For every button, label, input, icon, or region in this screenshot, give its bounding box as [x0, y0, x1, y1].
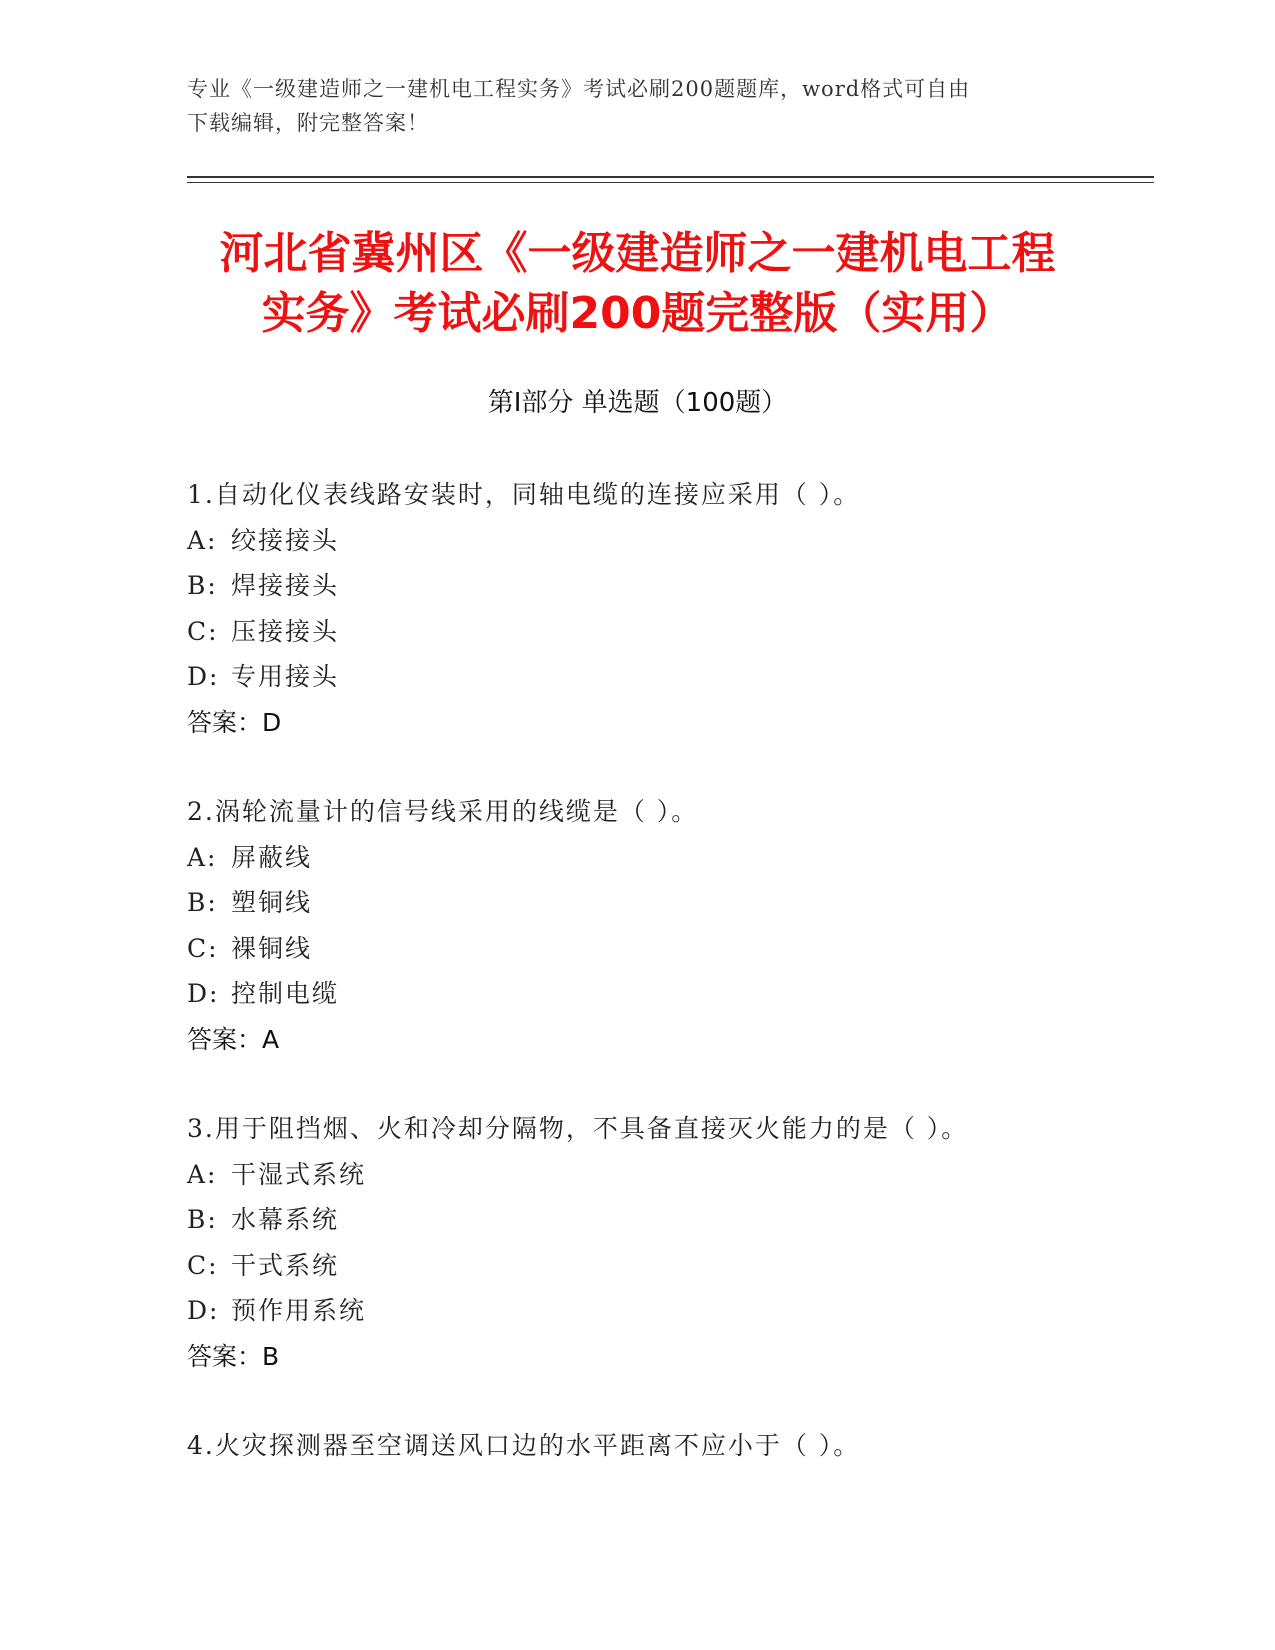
header-divider-thick	[187, 176, 1154, 178]
option-text: 干湿式系统	[231, 1159, 367, 1189]
option-d	[187, 654, 1147, 700]
option-c	[187, 609, 1147, 655]
option-text: 专用接头	[231, 662, 340, 691]
answer-line: 答案：A	[187, 1024, 280, 1054]
question-list	[187, 472, 1147, 1513]
question-3	[187, 1106, 1147, 1379]
option-text: 压接接头	[231, 616, 340, 646]
section-title: 第Ⅰ部分 单选题（100题）	[487, 388, 788, 418]
option-letter: D:	[187, 1296, 220, 1325]
question-4	[187, 1423, 1147, 1469]
option-text: 预作用系统	[231, 1296, 367, 1325]
document-title-line-1: 河北省冀州区《一级建造师之一建机电工程	[219, 228, 1056, 279]
option-c	[187, 926, 1147, 972]
question-1	[187, 472, 1147, 745]
option-text: 干式系统	[231, 1250, 340, 1280]
option-letter: A:	[187, 842, 218, 872]
header-divider-thin	[187, 182, 1154, 183]
option-letter: D:	[187, 979, 220, 1008]
option-a	[187, 518, 1147, 564]
option-letter: B:	[187, 1205, 218, 1234]
question-text: 3.用于阻挡烟、火和冷却分隔物，不具备直接灭火能力的是（ ）。	[187, 1114, 969, 1143]
header-note	[187, 72, 1067, 140]
option-letter: A:	[187, 1159, 218, 1189]
option-text: 裸铜线	[231, 933, 313, 963]
header-note-line-2: 下载编辑，附完整答案！	[187, 111, 429, 135]
option-letter: D:	[187, 662, 220, 691]
option-text: 塑铜线	[231, 888, 313, 917]
document-title	[150, 224, 1125, 344]
option-text: 水幕系统	[231, 1205, 340, 1234]
option-d	[187, 971, 1147, 1017]
option-b	[187, 1197, 1147, 1243]
option-text: 控制电缆	[231, 979, 340, 1008]
option-letter: C:	[187, 1250, 219, 1280]
option-text: 绞接接头	[231, 525, 340, 555]
answer-line: 答案：B	[187, 1341, 280, 1371]
option-c	[187, 1243, 1147, 1289]
option-text: 焊接接头	[231, 571, 340, 600]
option-b	[187, 563, 1147, 609]
option-letter: B:	[187, 888, 218, 917]
option-b	[187, 880, 1147, 926]
option-letter: C:	[187, 933, 219, 963]
answer-line: 答案：D	[187, 707, 282, 737]
header-note-line-1: 专业《一级建造师之一建机电工程实务》考试必刷200题题库，word格式可自由	[187, 77, 971, 101]
question-text: 2.涡轮流量计的信号线采用的线缆是（ ）。	[187, 797, 699, 826]
option-letter: B:	[187, 571, 218, 600]
question-text: 1.自动化仪表线路安装时，同轴电缆的连接应采用（ ）。	[187, 480, 861, 509]
option-letter: A:	[187, 525, 218, 555]
option-a	[187, 1152, 1147, 1198]
question-text: 4.火灾探测器至空调送风口边的水平距离不应小于（ ）。	[187, 1431, 861, 1460]
option-d	[187, 1288, 1147, 1334]
question-2	[187, 789, 1147, 1062]
option-letter: C:	[187, 616, 219, 646]
option-text: 屏蔽线	[231, 842, 313, 872]
option-a	[187, 835, 1147, 881]
document-title-line-2: 实务》考试必刷200题完整版（实用）	[261, 288, 1014, 339]
